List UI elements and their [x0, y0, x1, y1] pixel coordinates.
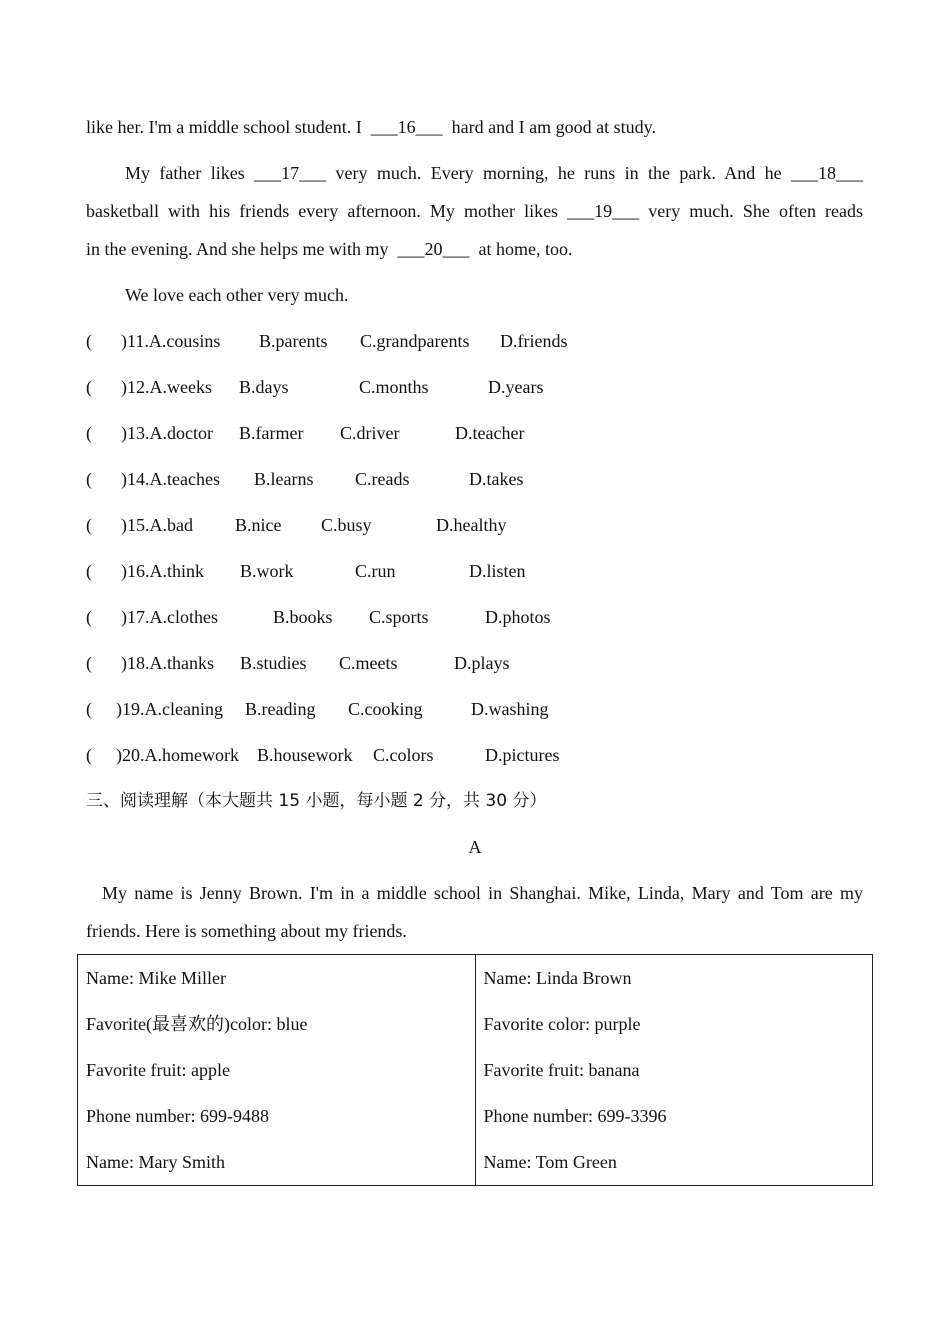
reading-intro-line-2: friends. Here is something about my friends.	[86, 921, 407, 941]
question-option-c: C.meets	[339, 653, 398, 673]
question-option-d: D.healthy	[436, 515, 507, 535]
question-option-d: D.plays	[454, 653, 510, 673]
friends-info-table	[77, 954, 873, 1186]
question-option-b: B.studies	[240, 653, 307, 673]
question-option-a: )19.A.cleaning	[116, 699, 223, 719]
question-option-a: )18.A.thanks	[121, 653, 214, 673]
question-option-a: )12.A.weeks	[121, 377, 212, 397]
question-option-a: )11.A.cousins	[121, 331, 221, 351]
question-option-d: D.listen	[469, 561, 526, 581]
question-option-b: B.farmer	[239, 423, 304, 443]
table-cell-left	[78, 955, 476, 1186]
question-option-b: B.days	[239, 377, 289, 397]
table-row	[78, 955, 873, 1186]
question-option-b: B.work	[240, 561, 294, 581]
table-cell-right	[475, 955, 873, 1186]
question-option-c: C.months	[359, 377, 429, 397]
question-option-a: )14.A.teaches	[121, 469, 220, 489]
passage-paragraph-3: We love each other very much.	[125, 285, 349, 305]
question-option-b: B.learns	[254, 469, 314, 489]
question-option-a: )16.A.think	[121, 561, 204, 581]
table-cell-line: Favorite fruit: banana	[483, 1060, 640, 1080]
section-heading: 三、阅读理解（本大题共 15 小题，每小题 2 分，共 30 分）	[86, 791, 547, 811]
question-option-c: C.reads	[355, 469, 410, 489]
table-cell-line: Favorite color: purple	[483, 1014, 641, 1034]
question-option-a: )13.A.doctor	[121, 423, 213, 443]
answer-paren: (	[86, 423, 92, 443]
reading-intro-line-1: My name is Jenny Brown. I'm in a middle school in Shanghai. Mike, Linda, Mary and Tom are my	[102, 883, 863, 903]
answer-paren: (	[86, 653, 92, 673]
question-option-d: D.years	[488, 377, 544, 397]
table-cell-line: Name: Mike Miller	[86, 968, 226, 988]
table-cell-line: Favorite(最喜欢的)color: blue	[86, 1014, 308, 1034]
question-option-a: )15.A.bad	[121, 515, 193, 535]
question-option-d: D.pictures	[485, 745, 560, 765]
question-option-c: C.colors	[373, 745, 434, 765]
question-option-c: C.grandparents	[360, 331, 470, 351]
part-label: A	[468, 837, 482, 857]
answer-paren: (	[86, 377, 92, 397]
question-option-b: B.books	[273, 607, 333, 627]
question-option-d: D.takes	[469, 469, 524, 489]
question-option-b: B.housework	[257, 745, 353, 765]
question-option-d: D.photos	[485, 607, 551, 627]
table-cell-line: Name: Mary Smith	[86, 1152, 225, 1172]
table-cell-line: Name: Linda Brown	[483, 968, 632, 988]
question-option-d: D.washing	[471, 699, 549, 719]
question-option-c: C.busy	[321, 515, 372, 535]
answer-paren: (	[86, 745, 92, 765]
answer-paren: (	[86, 515, 92, 535]
answer-paren: (	[86, 331, 92, 351]
question-option-a: )17.A.clothes	[121, 607, 218, 627]
answer-paren: (	[86, 699, 92, 719]
answer-paren: (	[86, 561, 92, 581]
question-option-b: B.parents	[259, 331, 328, 351]
table-cell-line: Name: Tom Green	[483, 1152, 617, 1172]
question-option-b: B.reading	[245, 699, 316, 719]
question-option-c: C.driver	[340, 423, 400, 443]
table-cell-line: Phone number: 699-3396	[483, 1106, 667, 1126]
answer-paren: (	[86, 607, 92, 627]
passage-paragraph-2-line-2: basketball with his friends every afternoon. My mother likes ___19___ very much. She often reads	[86, 201, 863, 221]
question-option-d: D.friends	[500, 331, 568, 351]
question-option-c: C.sports	[369, 607, 429, 627]
question-option-b: B.nice	[235, 515, 282, 535]
question-option-c: C.cooking	[348, 699, 423, 719]
question-option-d: D.teacher	[455, 423, 525, 443]
table-cell-line: Favorite fruit: apple	[86, 1060, 230, 1080]
question-option-a: )20.A.homework	[116, 745, 239, 765]
answer-paren: (	[86, 469, 92, 489]
passage-line-1: like her. I'm a middle school student. I ___16___ hard and I am good at study.	[86, 117, 656, 137]
passage-paragraph-2-line-1: My father likes ___17___ very much. Every morning, he runs in the park. And he ___18___	[125, 163, 863, 183]
passage-paragraph-2-line-3: in the evening. And she helps me with my ___20___ at home, too.	[86, 239, 573, 259]
table-cell-line: Phone number: 699-9488	[86, 1106, 269, 1126]
question-option-c: C.run	[355, 561, 396, 581]
